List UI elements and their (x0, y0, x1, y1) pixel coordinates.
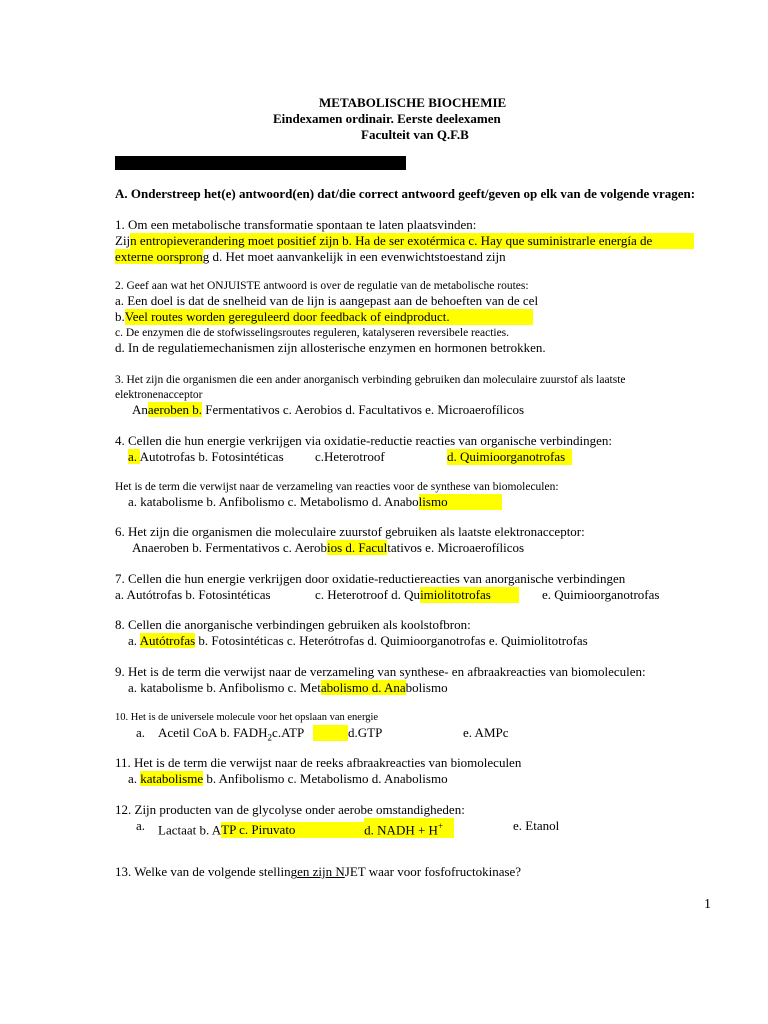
q4-question: 4. Cellen die hun energie verkrijgen via oxidatie-reductie reacties van organische verbindingen: (115, 433, 612, 448)
q8-rest: b. Fotosintéticas c. Heterótrofas d. Quimioorganotrofas e. Quimiolitotrofas (195, 633, 588, 648)
q11-answer (128, 771, 448, 787)
q10-ans: Acetil CoA b. FADH (158, 725, 268, 740)
q10-answer-d: d.GTP (348, 725, 383, 740)
q9-ans-hl: abolismo d. Ana (320, 680, 406, 695)
q12-hl2-wrap (364, 818, 454, 838)
q11-rest: b. Anfibolismo c. Metabolismo d. Anabolismo (203, 771, 448, 786)
q5-ans: a. katabolisme b. Anfibolismo c. Metabolismo d. Anabo (128, 494, 419, 509)
q6-ans-rest: tativos e. Microaerofílicos (387, 540, 525, 555)
q12-hl1: TP c. Piruvato (221, 822, 364, 838)
q12-hl2: d. NADH + H (364, 822, 438, 838)
q7-answer-e: e. Quimioorganotrofas (542, 587, 660, 602)
q10-sub: 2 (267, 732, 273, 743)
q13-question (115, 864, 521, 880)
q12-ans: Lactaat b. A (158, 822, 222, 838)
q1-l1-a: Zij (115, 233, 131, 248)
q5-ans-hl: lismo (419, 494, 502, 510)
q12-answer-e: e. Etanol (513, 818, 560, 833)
q1-l2-b: g d. Het moet aanvankelijk in een evenwichtstoestand zijn (202, 249, 506, 264)
q10-a-label: a. (136, 725, 146, 740)
section-a-heading: A. Onderstreep het(e) antwoord(en) dat/die correct antwoord geeft/geven op elk van de volgende vragen: (115, 186, 696, 201)
q9-ans-rest: bolismo (405, 680, 448, 695)
q13-q-underline: en zijn N (297, 864, 345, 879)
q4-d-hl: d. Quimioorganotrofas (447, 449, 572, 465)
q7-c: c. Heterotroof d. Qu (315, 587, 421, 602)
q2-option-a: a. Een doel is dat de snelheid van de lijn is aangepast aan de behoeften van de cel (115, 293, 539, 308)
q8-question: 8. Cellen die anorganische verbindingen gebruiken als koolstofbron: (115, 617, 471, 632)
q3-ans-rest: Fermentativos c. Aerobios d. Facultativos e. Microaerofílicos (202, 402, 525, 417)
q3-ans-a: An (132, 402, 148, 417)
q2-b-hl: Veel routes worden gereguleerd door feedback of eindproduct. (125, 309, 533, 325)
q7-d-hl: imiolitotrofas (420, 587, 519, 603)
q5-question: Het is de term die verwijst naar de verzameling van reacties voor de synthese van biomoleculen: (115, 481, 559, 493)
q1-answer-line2 (115, 249, 506, 265)
q10-atp: c.ATP (272, 725, 305, 740)
q11-question: 11. Het is de term die verwijst naar de reeks afbraakreacties van biomoleculen (115, 755, 522, 770)
redaction-bar (115, 156, 406, 170)
q8-answer (128, 633, 588, 649)
q2-question: 2. Geef aan wat het ONJUISTE antwoord is over de regulatie van de metabolische routes: (115, 280, 529, 292)
q5-answer (128, 494, 502, 510)
q11-a: a. (128, 771, 141, 786)
q11-a-hl: katabolisme (140, 771, 204, 786)
q1-answer-line1 (115, 233, 694, 249)
q7-answer-ab: a. Autótrofas b. Fotosintéticas (115, 587, 271, 602)
q8-a: a. (128, 633, 140, 648)
doc-subtitle: Eindexamen ordinair. Eerste deelexamen (273, 111, 501, 126)
q10-answer-ab (158, 725, 304, 746)
q4-answer-d (447, 449, 572, 465)
q4-a-rest: Autotrofas b. Fotosintéticas (139, 449, 284, 464)
q2-option-d: d. In de regulatiemechanismen zijn allosterische enzymen en hormonen betrokken. (115, 340, 546, 355)
q1-question: 1. Om een metabolische transformatie spontaan te laten plaatsvinden: (115, 217, 477, 232)
q6-ans-hl: ios d. Facul (326, 540, 388, 555)
q12-answer (158, 818, 454, 838)
q2-option-c: c. De enzymen die de stofwisselingsroutes reguleren, katalyseren reversibele reacties. (115, 327, 510, 339)
q12-question: 12. Zijn producten van de glycolyse onder aerobe omstandigheden: (115, 802, 465, 817)
q3-answer (132, 402, 524, 418)
q6-answer (132, 540, 524, 556)
q8-a-hl: Autótrofas (139, 633, 196, 648)
q4-answer-c: c.Heterotroof (315, 449, 385, 464)
q2-b-prefix: b. (115, 309, 125, 324)
q1-l1-hl: n entropieverandering moet positief zijn b. Ha de ser exotérmica c. Hay que suministrarle energía de (130, 233, 694, 249)
q12-a-label: a. (136, 818, 146, 833)
q4-a-hl: a. (128, 449, 140, 464)
q2-option-b (115, 309, 533, 325)
q6-question: 6. Het zijn die organismen die moleculaire zuurstof gebruiken als laatste elektronacceptor: (115, 524, 585, 539)
doc-faculty: Faculteit van Q.F.B (361, 127, 469, 142)
q3-ans-hl: aeroben b. (147, 402, 203, 417)
q9-question: 9. Het is de term die verwijst naar de verzameling van synthese- en afbraakreacties van biomoleculen: (115, 664, 646, 679)
q7-question: 7. Cellen die hun energie verkrijgen door oxidatie-reductiereacties van anorganische verbindingen (115, 571, 626, 586)
q6-ans-a: Anaeroben b. Fermentativos c. Aerob (132, 540, 327, 555)
q10-question: 10. Het is de universele molecule voor het opslaan van energie (115, 712, 379, 723)
q4-answer-ab (128, 449, 284, 465)
q13-q-b: JET waar voor fosfofructokinase? (344, 864, 522, 879)
q12-sup: + (437, 821, 444, 831)
q3-question-line2: elektronenacceptor (115, 389, 203, 401)
q13-q-a: 13. Welke van de volgende stelling (115, 864, 298, 879)
doc-title: METABOLISCHE BIOCHEMIE (319, 95, 507, 110)
page-number: 1 (704, 897, 711, 912)
q9-answer (128, 680, 448, 696)
q10-answer-e: e. AMPc (463, 725, 509, 740)
q10-highlight-blank (313, 725, 348, 741)
q1-l2-hl: externe oorspron (115, 249, 203, 264)
q9-ans: a. katabolisme b. Anfibolismo c. Met (128, 680, 321, 695)
q7-answer-cd (315, 587, 519, 603)
q3-question-line1: 3. Het zijn die organismen die een ander anorganisch verbinding gebruiken dan moleculaire zuurstof als laatste (115, 374, 626, 386)
